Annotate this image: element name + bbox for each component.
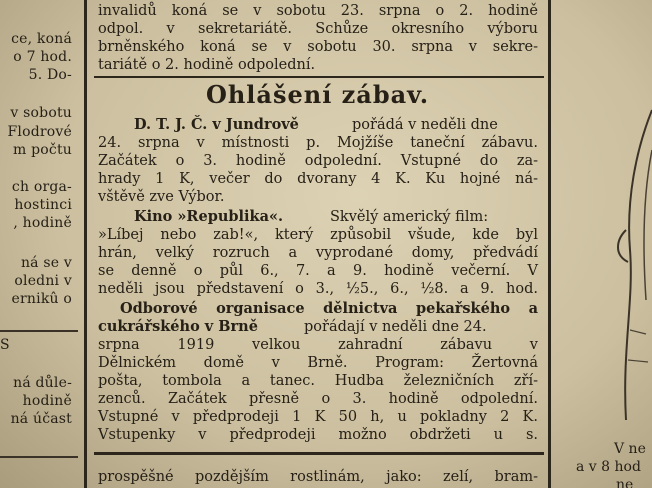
text-line: tariátě o 2. hodině odpolední. (98, 57, 316, 73)
left-line: oledni v (14, 273, 72, 289)
text-line: vštěvě zve Výbor. (98, 189, 225, 205)
text-line: odpol. v sekretariátě. Schůze okresního výboru (98, 21, 538, 37)
left-line: o 7 hod. (13, 49, 72, 65)
article-lead: D. T. J. Č. v Jundrově (134, 116, 299, 133)
left-line: ernikû o (11, 291, 72, 307)
text-line: hrady 1 K, večer do dvorany 4 K. Ku hojné ná- (98, 171, 538, 187)
text-line: Začátek o 3. hodině odpolední. Vstupné do za- (98, 153, 538, 169)
text-line: hrán, velký rozruch a vyprodané domy, předvádí (98, 245, 538, 261)
left-column (0, 0, 80, 488)
right-line: ne (616, 477, 634, 488)
article-lead: cukrářského v Brně (98, 318, 258, 335)
text-line: srpna 1919 velkou zahradní zábavu v (98, 337, 538, 353)
text-line: Vstupné v předprodeji 1 K 50 h, u pokladny 2 K. (98, 409, 538, 425)
text-line: pořádají v neděli dne 24. (304, 319, 487, 335)
text-line: invalidů koná se v sobotu 23. srpna o 2. hodině (98, 3, 538, 19)
left-line: 5. Do- (28, 67, 72, 83)
left-line: hostinci (14, 197, 72, 213)
illustration-fragment (556, 0, 652, 488)
right-column (556, 0, 652, 488)
left-divider (0, 330, 78, 332)
text-line: pořádá v neděli dne (352, 117, 498, 133)
text-line: neděli jsou představení o 3., ½5., 6., ½8. a 9. hod. (98, 281, 538, 297)
left-line: ná účast (10, 411, 72, 427)
right-line: V ne (614, 441, 646, 457)
section-heading: Ohlášení zábav. (205, 80, 430, 109)
main-column (90, 0, 545, 488)
text-line: zenců. Začátek přesně o 3. hodině odpolední. (98, 391, 538, 407)
text-line: prospěšné pozdějším rostlinám, jako: zelí, bram- (98, 469, 538, 485)
text-line: Vstupenky v předprodeji možno obdržeti u s. (98, 427, 538, 443)
article-lead: Kino »Republika«. (134, 208, 284, 225)
left-line: m počtu (13, 142, 72, 158)
article-lead: Odborové organisace dělnictva pekařského a (120, 300, 538, 317)
left-line: S (0, 337, 10, 353)
column-rule (84, 0, 87, 488)
left-line: ce, koná (11, 31, 72, 47)
text-line: »Líbej nebo zab!«, který způsobil všude, kde byl (98, 227, 538, 243)
text-line: brněnského koná se v sobotu 30. srpna v sekre- (98, 39, 538, 55)
left-line: v sobotu (10, 105, 72, 121)
text-line: se denně o půl 6., 7. a 9. hodině večerní. V (98, 263, 538, 279)
right-line: a v 8 hod (576, 459, 641, 475)
text-line: 24. srpna v místnosti p. Mojžíše taneční zábavu. (98, 135, 538, 151)
left-divider (0, 456, 78, 458)
left-line: ná se v (20, 255, 72, 271)
section-divider (94, 76, 544, 78)
left-line: Flodrové (7, 124, 72, 140)
column-rule (548, 0, 551, 488)
left-line: , hodině (13, 215, 72, 231)
left-line: ch orga- (11, 179, 72, 195)
left-line: ná důle- (13, 375, 72, 391)
text-line: Dělnickém domě v Brně. Program: Žertovná (98, 355, 538, 371)
left-line: hodině (22, 393, 72, 409)
text-line: pošta, tombola a tanec. Hudba železničních zří- (98, 373, 538, 389)
section-divider (94, 452, 544, 455)
text-line: Skvělý americký film: (330, 209, 489, 225)
